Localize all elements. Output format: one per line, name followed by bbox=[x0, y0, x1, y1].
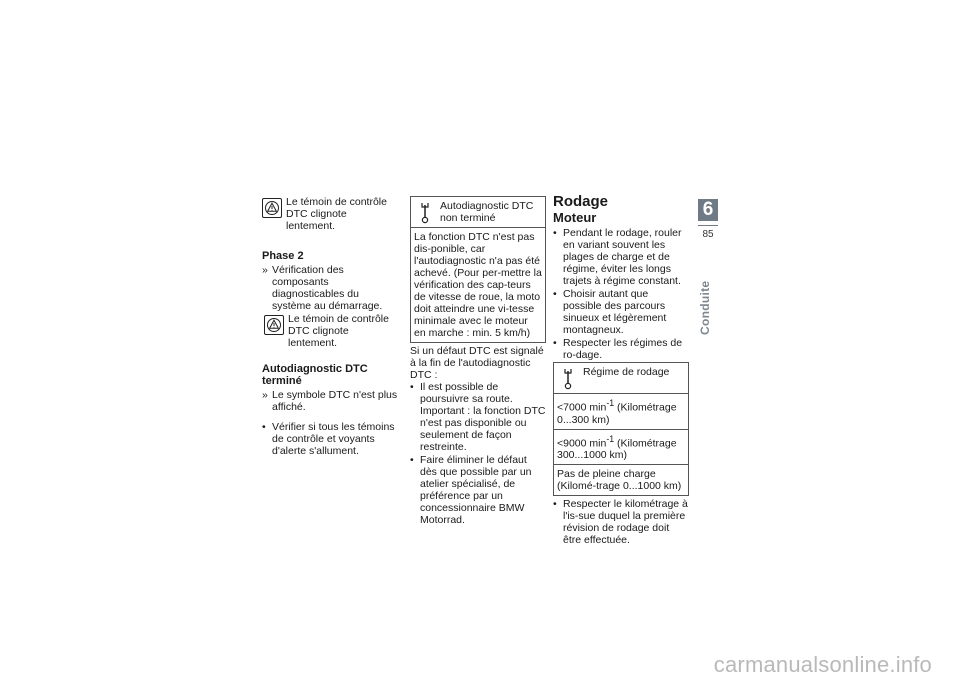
spanner-icon bbox=[561, 368, 575, 390]
column-middle bbox=[410, 196, 546, 527]
dtc-indicator-row-1 bbox=[262, 196, 398, 232]
table-row: <9000 $\min^{-1}$ (Kilométrage 300...1000 km) bbox=[554, 429, 689, 465]
autodiag-complete-heading: Autodiagnostic DTC terminé bbox=[262, 363, 368, 387]
list-item: » Vérification des composants diagnosticables du système au démarrage. bbox=[262, 264, 383, 312]
watermark: carmanualsonline.info bbox=[713, 652, 932, 677]
list-item: • Respecter les régimes de ro-dage. bbox=[553, 337, 683, 361]
list-item: • Choisir autant que possible des parcours sinueux et légèrement montagneux. bbox=[553, 288, 667, 336]
break-in-speed-table bbox=[553, 362, 689, 496]
autodiag-complete-list bbox=[262, 389, 398, 457]
chapter-divider bbox=[698, 225, 718, 226]
list-item: • Vérifier si tous les témoins de contrôle et voyants d'alerte s'allument. bbox=[262, 421, 395, 457]
break-in-list-end bbox=[553, 498, 689, 546]
warning-triangle-icon bbox=[264, 315, 284, 335]
table-head-text: Autodiagnostic DTC non terminé bbox=[440, 200, 534, 224]
list-item: » Le symbole DTC n'est plus affiché. bbox=[262, 389, 398, 413]
phase-2-list bbox=[262, 264, 398, 312]
column-right bbox=[553, 193, 689, 547]
chapter-number: 6 bbox=[698, 199, 718, 221]
table-row: <7000 $\min^{-1}$ (Kilométrage 0...300 km) bbox=[554, 394, 689, 430]
chapter-tab bbox=[698, 199, 718, 241]
warning-triangle-icon bbox=[262, 198, 282, 218]
indicator-text: Le témoin de contrôle DTC clignote lentement. bbox=[286, 196, 387, 232]
column-left bbox=[262, 196, 398, 465]
list-item: • Pendant le rodage, rouler en variant souvent les plages de charge et de régime, éviter les longs trajets à régime constant. bbox=[553, 227, 682, 287]
break-in-list bbox=[553, 227, 689, 361]
table-body-text: La fonction DTC n'est pas dis-ponible, car l'autodiagnostic n'a pas été achevé. (Pour per-mettre la vérification des cap-teurs de vitesse de roue, la moto doit atteindre une vi-tesse minimale avec le moteur en marche : min. 5 km/h) bbox=[411, 228, 546, 343]
dtc-indicator-row-2 bbox=[264, 313, 398, 349]
table-row: Pas de pleine charge (Kilomé-trage 0...1000 km) bbox=[554, 465, 689, 496]
fault-paragraph: Si un défaut DTC est signalé à la fin de l'autodiagnostic DTC : bbox=[410, 345, 544, 381]
phase-2-heading: Phase 2 bbox=[262, 250, 304, 262]
autodiag-not-complete-table bbox=[410, 196, 546, 343]
sub-title: Moteur bbox=[553, 210, 597, 225]
indicator-text: Le témoin de contrôle DTC clignote lentement. bbox=[288, 313, 389, 349]
table-head-text: Régime de rodage bbox=[583, 366, 670, 378]
spanner-icon bbox=[418, 202, 432, 224]
section-title: Rodage bbox=[553, 193, 609, 210]
chapter-label: Conduite bbox=[698, 280, 712, 335]
page-number: 85 bbox=[702, 229, 714, 240]
list-item: • Respecter le kilométrage à l'is-sue duquel la première révision de rodage doit être effectuée. bbox=[553, 498, 688, 546]
fault-list bbox=[410, 381, 546, 526]
list-item: • Il est possible de poursuivre sa route. Important : la fonction DTC n'est pas disponible ou seulement de façon restreinte. bbox=[410, 381, 546, 453]
list-item: • Faire éliminer le défaut dès que possible par un atelier spécialisé, de préférence par un concessionnaire BMW Motorrad. bbox=[410, 454, 532, 526]
